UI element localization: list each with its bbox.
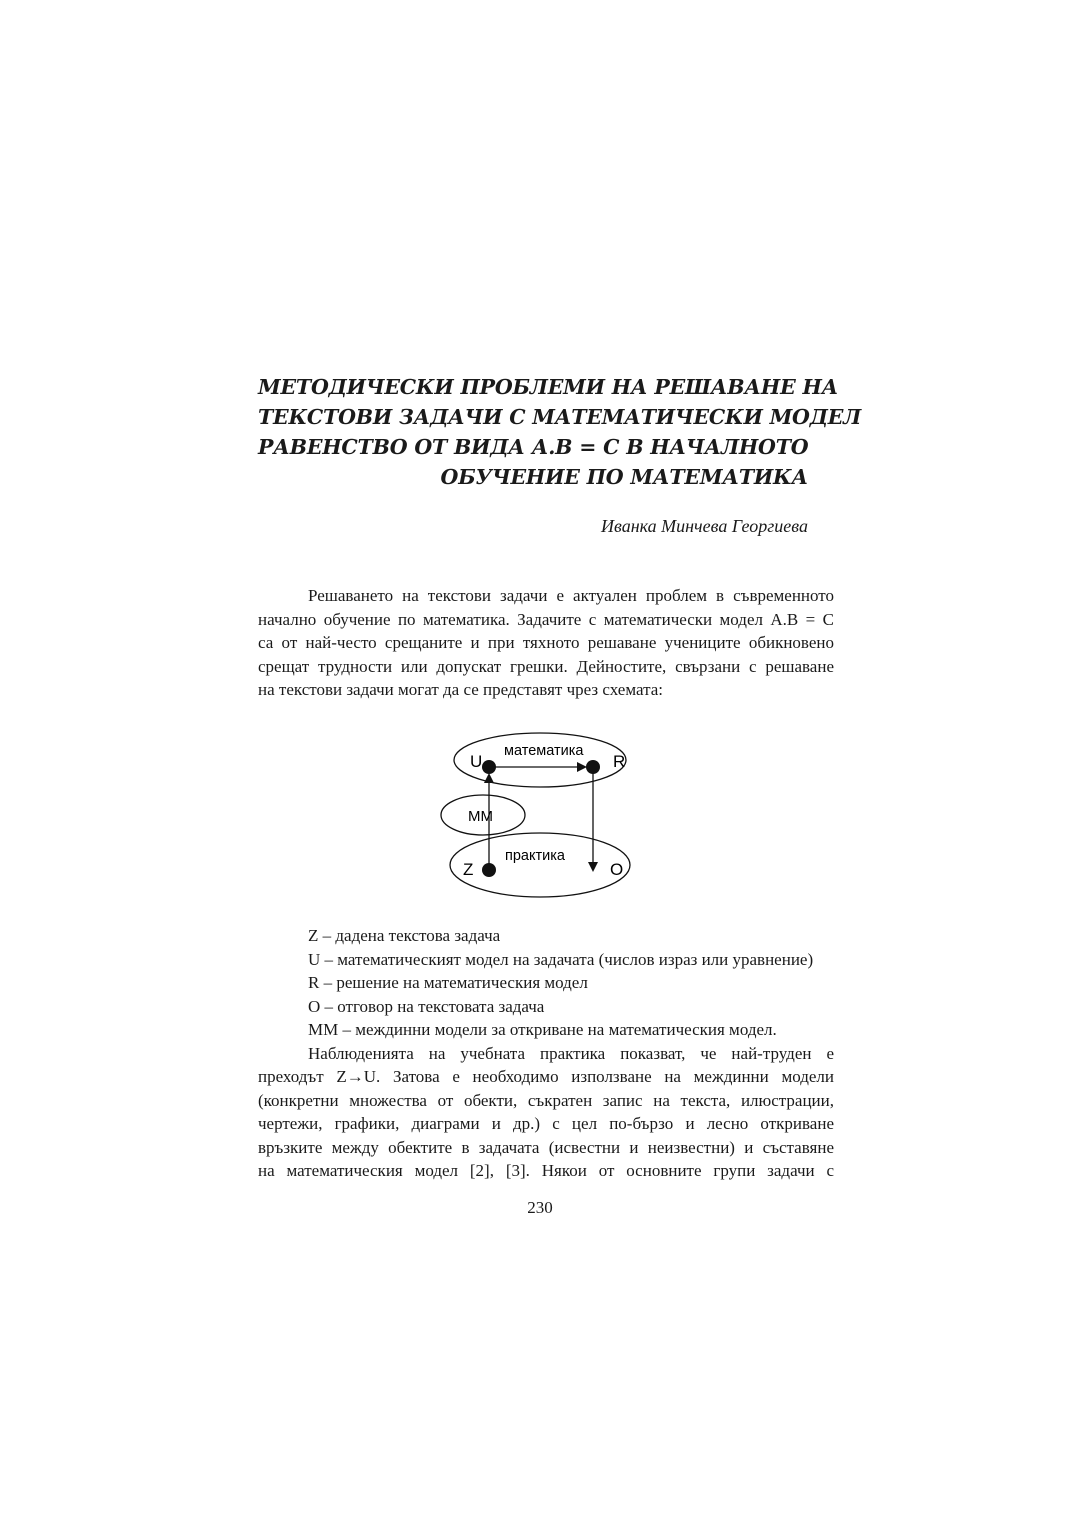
text-line: начално обучение по математика. Задачите с математически модел А.В = С [258,609,834,629]
text-line: Решаването на текстови задачи е актуален проблем в съвременното [308,586,834,605]
legend-line: R – решение на математическия модел [308,973,588,992]
math-label: математика [504,743,584,759]
text-line: Наблюденията на учебната практика показват, че най-труден е [308,1043,834,1063]
author-name: Иванка Минчева Георгиева [601,516,808,536]
legend-line: ММ – междинни модели за откриване на математическия модел. [308,1020,777,1039]
legend-line: Z – дадена текстова задача [308,926,501,945]
text-line: на текстови задачи могат да се представят чрез схемата: [258,680,663,699]
node-u-dot [482,760,496,774]
node-z-dot [482,863,496,877]
node-r-dot [586,760,600,774]
node-o-label: O [610,860,624,879]
text-line: връзките между обектите в задачата (исвестни и неизвестни) и съставяне [258,1137,834,1157]
text-line: на математическия модел [2], [3]. Някои от основните групи задачи с [258,1161,834,1180]
text-line: чертежи, графики, диаграми и др.) с цел по-бързо и лесно откриване [258,1114,834,1133]
legend-line: О – отговор на текстовата задача [308,996,545,1016]
body-paragraph [258,924,834,1183]
legend-line: U – математическият модел на задачата (числов израз или уравнение) [308,949,814,969]
intro-paragraph [258,584,834,702]
title-line: РАВЕНСТВО ОТ ВИДА А.В = С В НАЧАЛНОТО [258,435,809,459]
text-line: преходът Z→U. Затова е необходимо използване на междинни модели [258,1067,834,1086]
title-line: ТЕКСТОВИ ЗАДАЧИ С МАТЕМАТИЧЕСКИ МОДЕЛ [258,405,862,429]
node-r-label: R [613,752,626,771]
title-line: ОБУЧЕНИЕ ПО МАТЕМАТИКА [440,465,808,489]
node-u-label: U [470,752,483,771]
mm-label: ММ [468,808,493,825]
node-z-label: Z [463,860,474,879]
title-line: МЕТОДИЧЕСКИ ПРОБЛЕМИ НА РЕШАВАНЕ НА [258,375,839,399]
practice-label: практика [505,848,565,864]
text-line: (конкретни множества от обекти, съкратен запис на текста, илюстрации, [258,1090,834,1110]
scheme-diagram [430,730,640,900]
text-line: срещат трудности или допускат грешки. Дейностите, свързани с решаване [258,656,834,676]
text-line: са от най-често срещаните и при тяхното решаване учениците обикновено [258,633,834,652]
page-number: 230 [527,1198,553,1217]
article-title [258,372,862,492]
practice-ellipse [450,833,630,897]
